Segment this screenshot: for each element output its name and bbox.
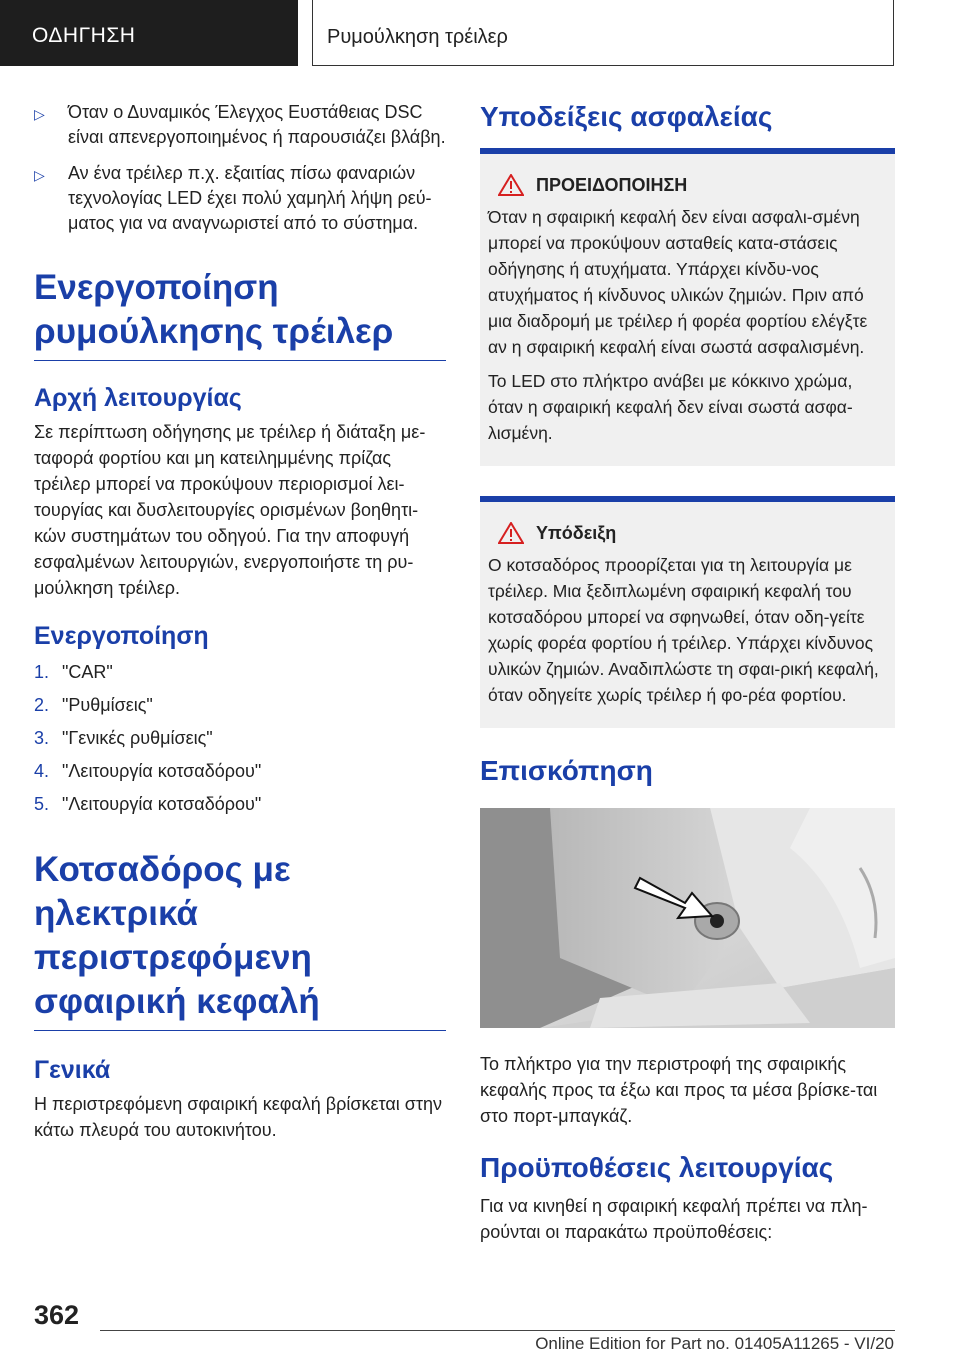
chapter-title: Ρυμούλκηση τρέιλερ xyxy=(312,0,894,66)
general-text: Η περιστρεφόμενη σφαιρική κεφαλή βρίσκεται στην κάτω πλευρά του αυτοκινήτου. xyxy=(34,1094,443,1140)
activation-steps xyxy=(34,661,446,826)
heading-principle: Αρχή λειτουργίας xyxy=(34,384,242,412)
list-item xyxy=(34,727,446,760)
list-item xyxy=(34,760,446,793)
step-text: "Γενικές ρυθμίσεις" xyxy=(62,728,213,748)
notice-title xyxy=(498,522,885,544)
footer-divider xyxy=(100,1330,895,1331)
step-text: "Ρυθμίσεις" xyxy=(62,695,153,715)
step-number: 4. xyxy=(34,761,50,781)
step-text: "Λειτουργία κοτσαδόρου" xyxy=(62,794,262,814)
step-text: "CAR" xyxy=(62,662,113,682)
triangle-bullet-icon: ▷ xyxy=(34,167,45,183)
heading-overview: Επισκόπηση xyxy=(480,755,653,786)
warning-triangle-icon xyxy=(498,174,524,196)
page-number: 362 xyxy=(34,1300,80,1330)
notice-text: Ο κοτσαδόρος προορίζεται για τη λειτουργία με τρέιλερ. Μια ξεδιπλωμένη σφαιρική κεφαλή του κοτσαδόρου μπορεί να σφηνωθεί, όταν οδη-γείτε χωρίς φορέα φορτίου ή τρέιλερ. Υπάρχει κίνδυνος υλικών ζημιών. Αναδιπλώστε τη σφαι-ρική κεφαλή, όταν οδηγείτε χωρίς τρέιλερ ή φο-ρέα φορτίου. xyxy=(488,555,879,705)
heading-activation: Ενεργοποίηση ρυμούλκησης τρέιλερ xyxy=(34,266,446,361)
list-item xyxy=(34,793,446,826)
bullet-text: Όταν ο Δυναμικός Έλεγχος Ευστάθειας DSC είναι απενεργοποιημένος ή παρουσιάζει βλάβη. xyxy=(68,102,446,147)
section-tab: ΟΔΗΓΗΣΗ xyxy=(0,0,298,66)
notice-box xyxy=(480,496,895,728)
bullet-text: Αν ένα τρέιλερ π.χ. εξαιτίας πίσω φαναριών τεχνολογίας LED έχει πολύ χαμηλή λήψη ρεύ-ματος για να αναγνωριστεί από το σύστημα. xyxy=(68,163,432,233)
step-number: 5. xyxy=(34,794,50,814)
heading-conditions: Προϋποθέσεις λειτουργίας xyxy=(480,1152,834,1183)
principle-text: Σε περίπτωση οδήγησης με τρέιλερ ή διάταξη με-ταφορά φορτίου και μη κατειλημμένης πρίζας τρέιλερ μπορεί να προκύψουν περιορισμοί λει-τουργίας και δυσλειτουργίες ορισμένων βοηθητι-κών συστημάτων του οδηγού. Για την αποφυγή εσφαλμένων λειτουργιών, ενεργοποιήστε τη ρυ-μούλκηση τρέιλερ. xyxy=(34,422,426,598)
warning-title xyxy=(498,174,885,196)
list-item xyxy=(34,100,446,150)
warning-box xyxy=(480,148,895,466)
step-number: 3. xyxy=(34,728,50,748)
triangle-bullet-icon: ▷ xyxy=(34,106,45,122)
list-item xyxy=(34,694,446,727)
list-item xyxy=(34,661,446,694)
step-number: 2. xyxy=(34,695,50,715)
heading-activate: Ενεργοποίηση xyxy=(34,622,209,650)
heading-general: Γενικά xyxy=(34,1056,111,1084)
warning-text-1: Όταν η σφαιρική κεφαλή δεν είναι ασφαλι-σμένη μπορεί να προκύψουν ασταθείς κατα-στάσεις οδήγησης ή ατυχήματα. Υπάρχει κίνδυ-νος ατυχήματος ή κίνδυνος υλικών ζημιών. Πριν από μια διαδρομή με τρέιλερ ή φορέα φορτίου ελέγξτε αν η σφαιρική κεφαλή είναι σωστά ασφαλισμένη. xyxy=(488,207,868,357)
step-text: "Λειτουργία κοτσαδόρου" xyxy=(62,761,262,781)
trunk-button-photo xyxy=(480,808,895,1028)
left-column xyxy=(34,100,446,1143)
notice-title-text: Υπόδειξη xyxy=(536,522,617,543)
photo-caption: Το πλήκτρο για την περιστροφή της σφαιρικής κεφαλής προς τα έξω και προς τα μέσα βρίσκε-ται στο πορτ-μπαγκάζ. xyxy=(480,1054,878,1126)
warning-title-text: ΠΡΟΕΙΔΟΠΟΙΗΣΗ xyxy=(536,174,688,195)
step-number: 1. xyxy=(34,662,50,682)
right-column xyxy=(480,100,895,1245)
warning-text-2: Το LED στο πλήκτρο ανάβει με κόκκινο χρώμα, όταν η σφαιρική κεφαλή δεν είναι σωστά ασφα-λισμένη. xyxy=(488,371,853,443)
heading-hitch: Κοτσαδόρος με ηλεκτρικά περιστρεφόμενη σφαιρική κεφαλή xyxy=(34,848,446,1031)
notice-triangle-icon xyxy=(498,522,524,544)
heading-safety: Υποδείξεις ασφαλείας xyxy=(480,101,773,132)
conditions-text: Για να κινηθεί η σφαιρική κεφαλή πρέπει να πλη-ρούνται οι παρακάτω προϋποθέσεις: xyxy=(480,1196,868,1242)
list-item xyxy=(34,161,446,236)
edition-text: Online Edition for Part no. 01405A11265 - VI/20 xyxy=(535,1334,894,1353)
